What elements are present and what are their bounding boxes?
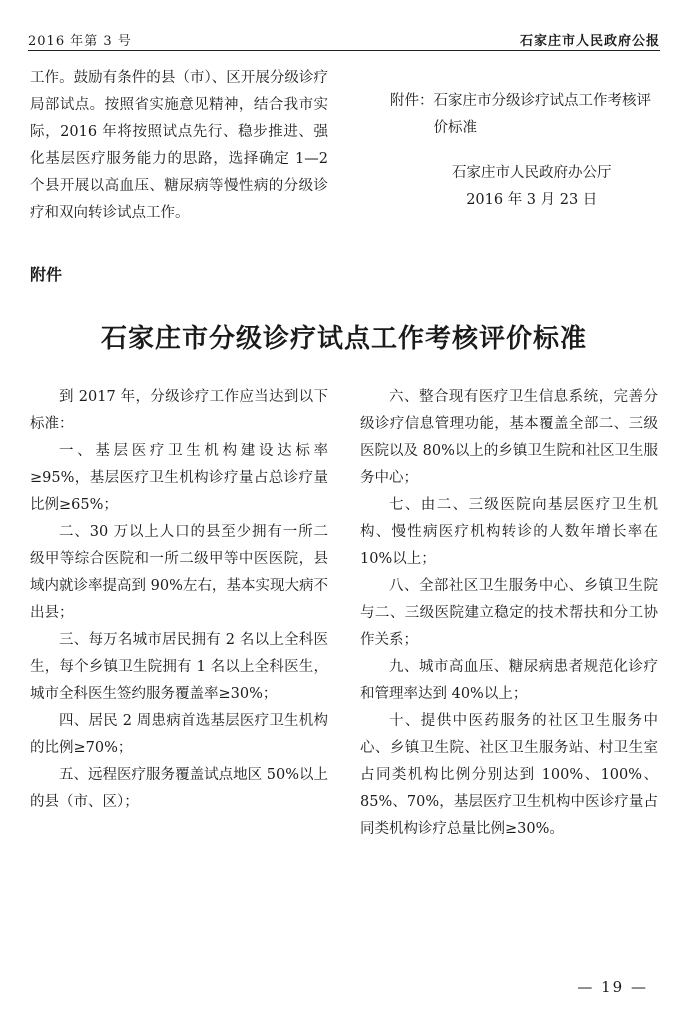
continued-paragraph: 工作。鼓励有条件的县（市）、区开展分级诊疗局部试点。按照省实施意见精神，结合我市实际，2016 年将按照试点先行、稳步推进、强化基层医疗服务能力的思路，选择确定 1—2 个县开展以高血压、糖尿病等慢性病的分级诊疗和双向转诊试点工作。 — [30, 70, 328, 221]
attachment-label: 附件： — [390, 93, 434, 109]
document-title: 石家庄市分级诊疗试点工作考核评价标准 — [100, 324, 587, 354]
issuer-block — [452, 160, 612, 214]
issuer-date: 2016 年 3 月 23 日 — [466, 192, 598, 208]
standard-item-3: 三、每万名城市居民拥有 2 名以上全科医生，每个乡镇卫生院拥有 1 名以上全科医生，城市全科医生签约服务覆盖率≥30%； — [30, 632, 328, 702]
standard-item-7: 七、由二、三级医院向基层医疗卫生机构、慢性病医疗机构转诊的人数年增长率在 10%以上； — [360, 497, 658, 567]
standard-item-10: 十、提供中医药服务的社区卫生服务中心、乡镇卫生院、社区卫生服务站、村卫生室占同类机构比例分别达到 100%、100%、85%、70%，基层医疗卫生机构中医诊疗量占同类机构诊疗总量比例≥30%。 — [360, 713, 658, 837]
standard-item-5: 五、远程医疗服务覆盖试点地区 50%以上的县（市、区）； — [30, 767, 328, 810]
attachment-name: 石家庄市分级诊疗试点工作考核评价标准 — [433, 93, 651, 136]
attachment-note — [390, 88, 660, 142]
standard-item-4: 四、居民 2 周患病首选基层医疗卫生机构的比例≥70%； — [30, 713, 328, 756]
right-column — [360, 384, 658, 843]
issue-number: 2016 年第 3 号 — [28, 34, 132, 49]
standard-item-6: 六、整合现有医疗卫生信息系统，完善分级诊疗信息管理功能，基本覆盖全部二、三级医院以及 80%以上的乡镇卫生院和社区卫生服务中心； — [360, 389, 658, 486]
publication-name: 石家庄市人民政府公报 — [519, 34, 660, 49]
left-column — [30, 384, 328, 816]
standard-item-2: 二、30 万以上人口的县至少拥有一所二级甲等综合医院和一所二级甲等中医医院，县域内就诊率提高到 90%左右，基本实现大病不出县； — [30, 524, 328, 621]
issuer-office: 石家庄市人民政府办公厅 — [452, 165, 612, 181]
appendix-label: 附件 — [30, 265, 63, 284]
standard-item-8: 八、全部社区卫生服务中心、乡镇卫生院与二、三级医院建立稳定的技术帮扶和分工协作关系； — [360, 578, 658, 648]
standard-item-1: 一、基层医疗卫生机构建设达标率≥95%，基层医疗卫生机构诊疗量占总诊疗量比例≥65%； — [30, 443, 328, 513]
page-header — [28, 26, 660, 51]
page-number: — 19 — — [577, 978, 648, 996]
standard-intro: 到 2017 年，分级诊疗工作应当达到以下标准： — [30, 389, 328, 432]
standard-item-9: 九、城市高血压、糖尿病患者规范化诊疗和管理率达到 40%以上； — [360, 659, 658, 702]
